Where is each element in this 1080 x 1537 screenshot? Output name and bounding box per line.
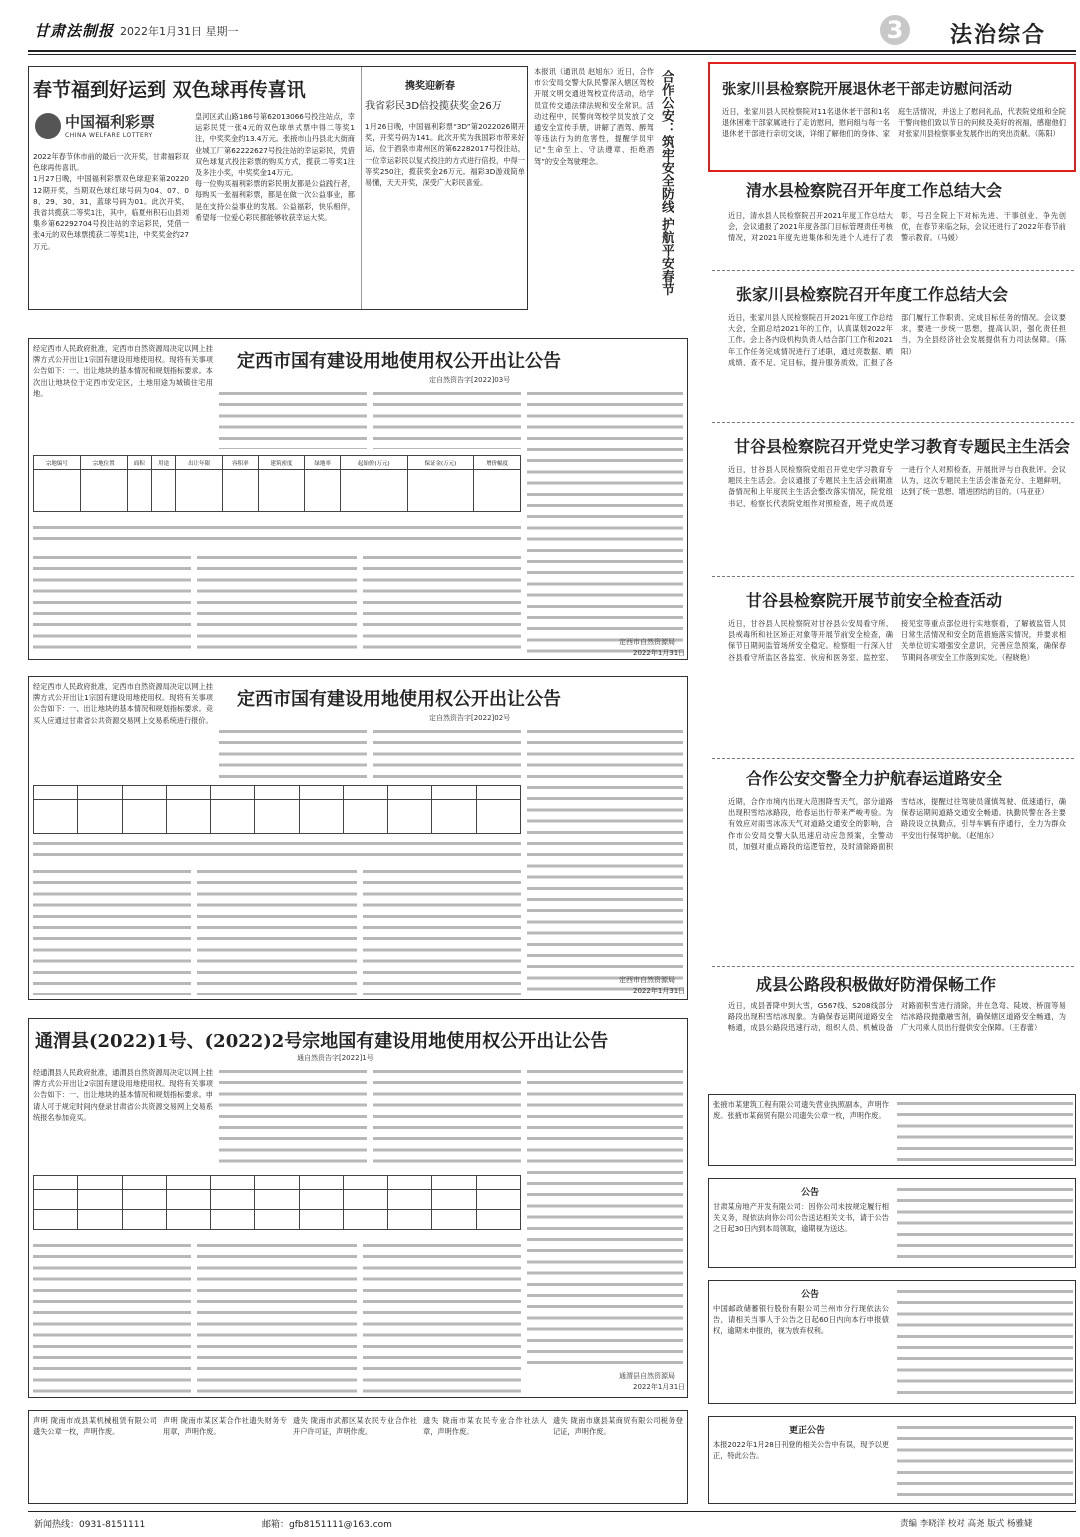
tongwei-text-col-f [363,1241,521,1395]
table-header-cell: 保证金(万元) [407,456,474,470]
small-notice-c-title: 公告 [801,1290,820,1300]
notice1-text-col-d [33,553,191,657]
small-notice-c [708,1280,1076,1404]
small-notice-b-text: 甘肃某房地产开发有限公司：因你公司未按规定履行相关义务，现依法向你公司公告送达相关文书，请于公告之日起30日内到本局领取，逾期视为送达。 [713,1202,889,1234]
header-rule [28,50,1076,55]
article-divider [712,422,1074,423]
notice2-intro: 经定西市人民政府批准，定西市自然资源局决定以网上挂牌方式公开出让1宗国有建设用地使用权。现将有关事项公告如下：一、出让地块的基本情况和规划指标要求。竞买人应通过甘肃省公共资源交易网上交易系统进行报价。 [33,682,213,725]
statement-item: 声明 陇南市某区某合作社遗失财务专用章，声明作废。 [163,1416,287,1437]
tongwei-parcel-table [33,1175,521,1230]
lottery-col2-tail: 每一位购买福利彩票的彩民朋友都是公益践行者，每购买一张福利彩票，都是在做一次公益事业，都是在支持公益事业的发展。公益福彩，快乐相伴，希望每一位爱心彩民都能够收获幸运大奖。 [195,179,355,222]
table-header-row [34,786,521,800]
article-divider [712,966,1074,967]
small-notice-d-col-b [897,1423,1073,1501]
chengxian-road-headline: 成县公路段积极做好防滑保畅工作 [756,975,997,994]
gangu-party-body: 近日，甘谷县人民检察院党组召开党史学习教育专题民主生活会。会议通报了专题民主生活会前期准备情况和上年度民主生活会整改落实情况，院党组书记、检察长代表院党组作对照检查，班子成员逐一进行个人对照检查，开展批评与自我批评。会议认为，这次专题民主生活会准备充分、主题鲜明，达到了统一思想、增进团结的目的。（马亚亚） [728,465,1066,508]
table-header-row [34,1176,521,1190]
police-article-body: 本报讯（通讯员 赵旭东）近日，合作市公安局交警大队民警深入辖区驾校开展文明交通进驾校宣传活动，给学员宣传交通法律法规和安全常识。活动过程中，民警向驾校学员发放了交通安全宣传手册，讲解了酒驾、醉驾等违法行为的危害性，提醒学员牢记“生命至上、守法遵章、拒绝酒驾”的安全驾驶理念。 [534,67,654,166]
page-number-badge: 3 [880,15,910,45]
article-divider [712,758,1074,759]
notice1-text-col-e [197,553,357,657]
gangu-safety-headline: 甘谷县检察院开展节前安全检查活动 [746,591,1003,610]
footer-rule [28,1511,1076,1512]
notice2-text-col-c [527,727,686,997]
notice2-issuer: 定西市自然资源局 [619,976,675,984]
gangu-party-headline: 甘谷县检察院召开党史学习教育专题民主生活会 [734,437,1071,456]
page-header [0,0,1080,62]
statement-item: 遗失 陇南市某农民专业合作社法人章，声明作废。 [423,1416,547,1437]
tongwei-text-col-e [197,1241,357,1395]
small-notice-a-col-b [897,1099,1073,1163]
table-header-cell: 起始价(万元) [340,456,407,470]
table-header-cell: 绿地率 [305,456,341,470]
small-notice-b-col-b [897,1185,1073,1265]
notice1-text-col-b [373,389,521,449]
table-header-cell: 容积率 [223,456,259,470]
table-row [34,1210,521,1230]
chengxian-road-body: 近日，成县普降中到大雪，G567线、S208线部分路段出现积雪结冰现象。为确保春运期间道路安全畅通，成县公路段迅速行动，组织人员、机械设备对路面积雪进行清除，并在急弯、陡坡、桥面等易结冰路段抛撒融雪剂，确保辖区道路安全畅通，为广大司乘人员出行提供安全保障。（王春蕾） [728,1001,1066,1033]
notice2-text-col-d [33,867,191,995]
small-notice-a-text: 张掖市某建筑工程有限公司遗失营业执照副本，声明作废。张掖市某商贸有限公司遗失公章一枚，声明作废。 [713,1100,889,1121]
notice1-parcel-table [33,455,521,512]
lottery-ad-block [28,66,528,310]
table-header-cell: 宗地编号 [34,456,81,470]
table-header-cell: 增价幅度 [474,456,521,470]
lottery2-title: 我省彩民3D倍投揽获奖金26万 [365,101,502,112]
contact-email: 邮箱：gfb8151111@163.com [262,1520,392,1530]
column-divider [361,67,362,310]
land-notice-dingxi-02 [28,676,688,1000]
zjc-summary-headline: 张家川县检察院召开年度工作总结大会 [736,285,1009,304]
article-divider [712,270,1074,271]
notice1-text-col-f [363,553,521,657]
lottery-para-1: 2022年春节休市前的最后一次开奖，甘肃福彩双色球再传喜讯。 [33,152,189,173]
lottery-logo [35,111,193,145]
tongwei-issuer: 通渭县自然资源局 [619,1372,675,1380]
news-hotline: 新闻热线：0931-8151111 [34,1520,146,1530]
lottery-col2-intro: 皇河区武山路186号第62013066号投注站点，幸运彩民凭一张4元的双色球单式票中得二等奖1注，中奖奖金约13.4万元。张掖市山丹县北大街商业城工厂第62222627号投注站的幸运彩民，凭借双色球复式投注彩票的购买方式，揽获二等奖1注及多注小奖，中奖奖金14万元。 [195,112,355,178]
notice2-text-col-f [363,867,521,995]
zjc-visit-body: 近日，张家川县人民检察院对11名退休老干部和1名退休困难干部家属进行了走访慰问，慰问组与每一名退休老干部进行亲切交谈，详细了解他们的身体、家庭生活情况，并送上了慰问礼品，代表院党组和全院干警向他们致以节日的问候及美好的祝福，感谢他们对张家川县检察事业发展作出的突出贡献。（陈阳） [722,107,1066,139]
notice2-headline: 定西市国有建设用地使用权公开出让公告 [237,689,561,710]
lottery2-body: 1月26日晚，中国福利彩票“3D”第2022026期开奖，开奖号码为141。此次开奖为我国彩市带来好运，位于酒泉市肃州区的第62282017号投注站，一位幸运彩民以复式投注的方式进行倍投，中得一等奖250注，揽获奖金26万元。福彩3D游戏简单易懂，天天开奖，深受广大彩民喜爱。 [365,122,525,188]
tongwei-date: 2022年1月31日 [633,1383,686,1391]
notice2-table-notes [33,839,521,861]
small-notice-d-text: 本报2022年1月28日刊登的相关公告中有误，现予以更正，特此公告。 [713,1440,889,1461]
small-notice-a [708,1094,1076,1166]
tongwei-intro: 经通渭县人民政府批准，通渭县自然资源局决定以网上挂牌方式公开出让2宗国有建设用地使用权。现将有关事项公告如下：一、出让地块的基本情况和规划指标要求。申请人可于规定时间内登录甘肃省公共资源交易网上交易系统报名参加竞买。 [33,1068,213,1122]
table-header-cell: 面积 [127,456,151,470]
hezuo-traffic-body: 近期，合作市境内出现大范围降雪天气，部分道路出现积雪结冰路段，给春运出行带来严峻考验。为有效应对雨雪冰冻天气对道路交通安全的影响，合作市公安局交警大队迅速启动应急预案，全警动员，加强对重点路段的巡逻管控，及时清除路面积雪结冰，提醒过往驾驶员谨慎驾驶、低速通行，确保春运期间道路交通安全畅通。执勤民警在各主要路段设立执勤点，引导车辆有序通行，全力为群众平安出行保驾护航。（赵旭东） [728,797,1066,851]
tongwei-text-col-c [527,1067,683,1367]
lottery-column-2 [195,111,355,307]
hezuo-traffic-headline: 合作公安交警全力护航春运道路安全 [746,769,1003,788]
notice1-headline: 定西市国有建设用地使用权公开出让公告 [237,351,561,372]
table-row [34,800,521,834]
small-notice-d [708,1416,1076,1504]
table-header-row [34,456,521,470]
tongwei-subtitle: 通自然资告字[2022]1号 [297,1054,374,1062]
tongwei-headline: 通渭县(2022)1号、(2022)2号宗地国有建设用地使用权公开出让公告 [35,1031,609,1052]
small-notice-b-title: 公告 [801,1188,820,1198]
table-header-cell: 用途 [151,456,175,470]
lottery-logo-en: CHINA WELFARE LOTTERY [65,132,153,139]
issue-date: 2022年1月31日 星期一 [120,25,239,38]
table-row [34,470,521,512]
statements-block [28,1410,688,1504]
notice1-table-notes [33,523,521,547]
notice1-text-col-c [527,389,686,657]
land-notice-tongwei [28,1018,688,1398]
statement-item: 声明 陇南市成县某机械租赁有限公司遗失公章一枚，声明作废。 [33,1416,157,1437]
lottery2-kicker: 携奖迎新春 [405,81,455,92]
zjc-summary-body: 近日，张家川县人民检察院召开2021年度工作总结大会，全面总结2021年的工作，认真谋划2022年工作。会上各内设机构负责人结合部门工作和2021年工作任务完成情况进行了述职，通过亮数据、晒成绩、查不足、定目标，提升服务质效，汇报了各部门履行工作职责、完成目标任务的情况。会议要求，要进一步统一思想，提高认识，强化责任担当，为全县经济社会发展提供有力司法保障。（陈阳） [728,313,1066,367]
notice1-date: 2022年1月31日 [633,649,686,657]
tongwei-text-col-d [33,1241,191,1395]
lottery-headline: 春节福到好运到 双色球再传喜讯 [33,79,306,101]
small-notice-c-col-b [897,1287,1073,1401]
notice2-parcel-table [33,785,521,834]
small-notice-b [708,1178,1076,1268]
qingshui-headline: 清水县检察院召开年度工作总结大会 [746,181,1003,200]
article-divider [712,576,1074,577]
notice2-text-col-a [219,727,367,781]
tongwei-text-col-a [219,1067,367,1171]
statement-item: 遗失 陇南市武都区某农民专业合作社开户许可证，声明作废。 [293,1416,417,1437]
page-footer [0,1508,1080,1537]
lottery-para-2: 1月27日晚，中国福利彩票双色球迎来第2022012期开奖，当期双色球红球号码为04、07、08、29、30、31，蓝球号码为01。此次开奖，我省共揽获二等奖1注，其中，临夏州积石山县刘集乡第62292704号投注站的幸运彩民，凭借一张4元的双色球票揽获二等奖1注，中奖奖金约27万元。 [33,174,189,251]
table-header-cell: 出让年限 [176,456,223,470]
notice1-subtitle: 定自然资告字[2022]03号 [429,376,511,384]
gangu-safety-body: 近日，甘谷县人民检察院对甘谷县公安局看守所、县戒毒所和社区矫正对象等开展节前安全检查，确保节日期间监管场所安全稳定。检察组一行深入甘谷县看守所监区各监室、伙房和医务室、监控室、接见室等重点部位进行实地察看，了解被监管人员日常生活情况和安全防范措施落实情况，并要求相关单位切实增强安全意识，完善应急预案，确保春节期间各项安全工作落到实处。（程晓艳） [728,619,1066,662]
notice1-text-col-a [219,389,367,449]
land-notice-dingxi-03 [28,338,688,660]
table-header-cell: 建筑密度 [258,456,305,470]
welfare-lottery-emblem-icon [35,113,61,139]
editorial-staff: 责编 李晓洋 校对 高尧 版式 杨雅婕 [900,1519,1033,1529]
notice1-issuer: 定西市自然资源局 [619,638,675,646]
table-header-cell: 宗地位置 [80,456,127,470]
zjc-visit-headline: 张家川县检察院开展退休老干部走访慰问活动 [722,81,1012,98]
section-title: 法治综合 [950,22,1047,48]
statement-item: 遗失 陇南市康县某商贸有限公司税务登记证，声明作废。 [553,1416,683,1437]
lottery-logo-cn: 中国福利彩票 [65,113,156,131]
notice2-date: 2022年1月31日 [633,987,686,995]
notice2-text-col-e [197,867,357,995]
lottery-column-1 [33,151,189,307]
table-row [34,1190,521,1210]
notice2-subtitle: 定自然资告字[2022]02号 [429,714,511,722]
qingshui-body: 近日，清水县人民检察院召开2021年度工作总结大会，会议通报了2021年度各部门目标管理责任考核情况，对2021年度先进集体和先进个人进行了表彰，号召全院上下对标先进、干事创业、争先创优，在春节来临之际，会议还进行了2022年春节前警示教育。（马媛） [728,211,1066,243]
small-notice-c-text: 中国邮政储蓄银行股份有限公司兰州市分行现依法公告，请相关当事人于公告之日起60日内向本行申报债权，逾期未申报的，视为放弃权利。 [713,1304,889,1336]
notice2-text-col-b [373,727,521,781]
notice1-intro: 经定西市人民政府批准，定西市自然资源局决定以网上挂牌方式公开出让1宗国有建设用地使用权。现将有关事项公告如下：一、出让地块的基本情况和规划指标要求。本次出让地块位于定西市安定区，土地用途为城镇住宅用地。 [33,344,213,398]
police-article-vertical-headline: 合作公安：筑牢安全防线 护航平安春节 [659,70,674,296]
small-notice-d-title: 更正公告 [789,1426,826,1436]
tongwei-text-col-b [373,1067,521,1171]
masthead-logo: 甘肃法制报 [34,22,115,40]
